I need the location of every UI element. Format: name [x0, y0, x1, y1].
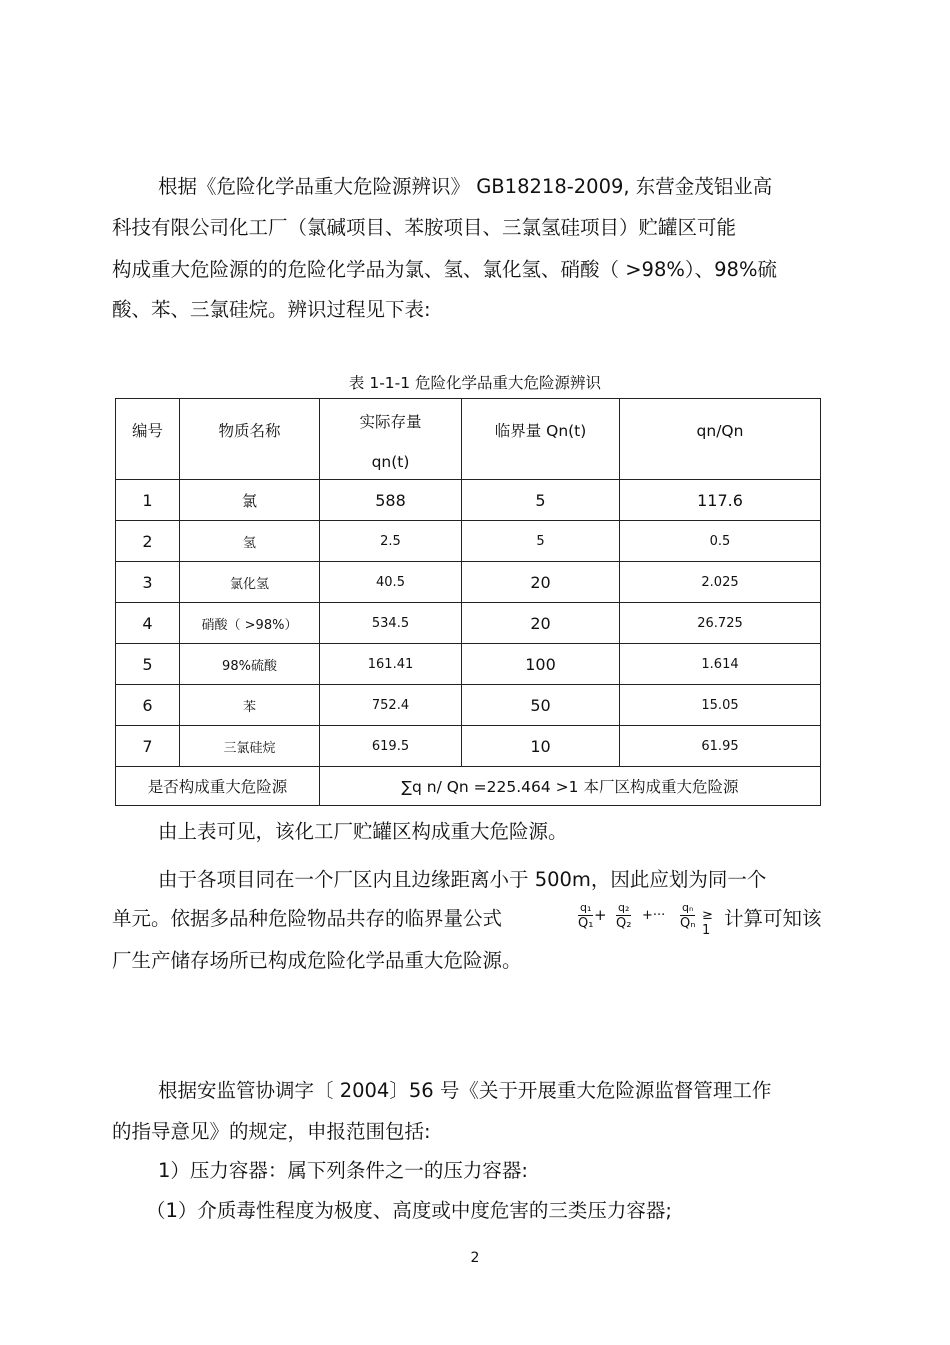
- cell-no: 1: [116, 480, 180, 521]
- cell-actual: 752.4: [320, 685, 462, 726]
- unit-line-2: 单元。依据多品种危险物品共存的临界量公式: [112, 907, 503, 930]
- cell-ratio: 61.95: [620, 726, 821, 767]
- table-row: [116, 685, 821, 726]
- intro-line-2: 科技有限公司化工厂（氯碱项目、苯胺项目、三氯氢硅项目）贮罐区可能: [112, 216, 737, 239]
- cell-no: 4: [116, 603, 180, 644]
- header-actual: 实际存量 qn(t): [320, 399, 462, 480]
- cell-ratio: 117.6: [620, 480, 821, 521]
- table-row: [116, 521, 821, 562]
- cell-critical: 20: [462, 603, 620, 644]
- cell-name: 苯: [180, 685, 320, 726]
- cell-no: 2: [116, 521, 180, 562]
- summary-label: 是否构成重大危险源: [116, 767, 320, 806]
- cell-actual: 588: [320, 480, 462, 521]
- cell-critical: 50: [462, 685, 620, 726]
- cell-name: 98%硫酸: [180, 644, 320, 685]
- plus-sign: +: [594, 906, 607, 924]
- unit-line-1: 由于各项目同在一个厂区内且边缘距离小于 500m，因此应划为同一个: [158, 868, 767, 891]
- table-row: [116, 603, 821, 644]
- section-line-2: 的指导意见》的规定，申报范围包括:: [112, 1120, 431, 1143]
- cell-ratio: 15.05: [620, 685, 821, 726]
- cell-actual: 534.5: [320, 603, 462, 644]
- table-row: [116, 562, 821, 603]
- page-number: 2: [470, 1250, 480, 1266]
- section-line-1: 根据安监管协调字〔 2004〕56 号《关于开展重大危险源监督管理工作: [158, 1079, 772, 1102]
- cell-actual: 2.5: [320, 521, 462, 562]
- table-summary-row: [116, 767, 821, 806]
- unit-line-2-end: 计算可知该: [724, 907, 822, 930]
- cell-no: 6: [116, 685, 180, 726]
- intro-line-1: 根据《危险化学品重大危险源辨识》 GB18218-2009, 东营金茂铝业高: [158, 175, 773, 198]
- cell-actual: 161.41: [320, 644, 462, 685]
- cell-name: 氯: [180, 480, 320, 521]
- cell-ratio: 0.5: [620, 521, 821, 562]
- section-line-3: 1）压力容器：属下列条件之一的压力容器:: [158, 1159, 528, 1182]
- cell-actual: 619.5: [320, 726, 462, 767]
- cell-critical: 5: [462, 521, 620, 562]
- section-line-4: （1）介质毒性程度为极度、高度或中度危害的三类压力容器;: [146, 1199, 672, 1222]
- ellipsis-sign: +···: [642, 908, 666, 923]
- cell-ratio: 26.725: [620, 603, 821, 644]
- intro-line-4: 酸、苯、三氯硅烷。辨识过程见下表:: [112, 298, 431, 321]
- cell-critical: 10: [462, 726, 620, 767]
- hazard-table: [115, 398, 821, 806]
- fraction-n: qₙ Qₙ: [680, 901, 696, 931]
- fraction-1: q₁ Q₁: [578, 901, 594, 931]
- cell-critical: 5: [462, 480, 620, 521]
- cell-critical: 20: [462, 562, 620, 603]
- table-header-row: [116, 399, 821, 480]
- cell-actual: 40.5: [320, 562, 462, 603]
- cell-ratio: 2.025: [620, 562, 821, 603]
- cell-critical: 100: [462, 644, 620, 685]
- ge-sign: ≥ 1: [702, 908, 713, 938]
- table-row: [116, 480, 821, 521]
- header-ratio: qn/Qn: [620, 399, 821, 480]
- table-row: [116, 726, 821, 767]
- cell-no: 7: [116, 726, 180, 767]
- cell-no: 5: [116, 644, 180, 685]
- unit-line-3: 厂生产储存场所已构成危险化学品重大危险源。: [112, 949, 522, 972]
- header-no: 编号: [116, 399, 180, 480]
- cell-name: 氢: [180, 521, 320, 562]
- conclusion-line: 由上表可见，该化工厂贮罐区构成重大危险源。: [158, 820, 568, 843]
- table-row: [116, 644, 821, 685]
- header-name: 物质名称: [180, 399, 320, 480]
- cell-name: 三氯硅烷: [180, 726, 320, 767]
- cell-name: 氯化氢: [180, 562, 320, 603]
- table-caption: 表 1-1-1 危险化学品重大危险源辨识: [348, 374, 602, 392]
- summary-value: ∑q n/ Qn =225.464 >1 本厂区构成重大危险源: [320, 767, 821, 806]
- header-critical: 临界量 Qn(t): [462, 399, 620, 480]
- cell-no: 3: [116, 562, 180, 603]
- cell-name: 硝酸（ >98%）: [180, 603, 320, 644]
- intro-line-3: 构成重大危险源的的危险化学品为氯、氢、氯化氢、硝酸（ >98%）、98%硫: [112, 258, 777, 281]
- cell-ratio: 1.614: [620, 644, 821, 685]
- fraction-2: q₂ Q₂: [616, 901, 632, 931]
